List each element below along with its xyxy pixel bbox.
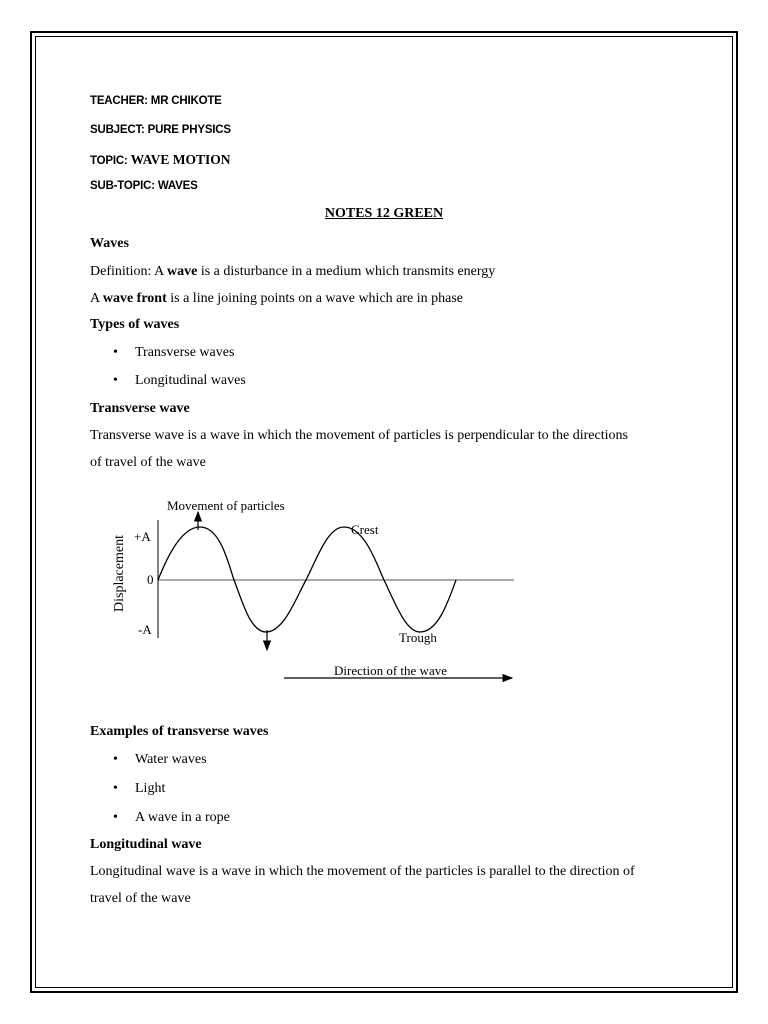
wave-front-term: wave front — [102, 291, 167, 306]
transverse-heading: Transverse wave — [90, 401, 190, 416]
types-heading: Types of waves — [90, 317, 180, 332]
wave-definition-prefix: Definition: A — [90, 264, 167, 279]
list-item: • Longitudinal waves — [113, 373, 246, 388]
list-item: • A wave in a rope — [113, 810, 230, 825]
wave-definition-rest: is a disturbance in a medium which transmits energy — [197, 264, 496, 279]
page-title-text: NOTES 12 GREEN — [324, 206, 444, 221]
y-axis-label: Displacement — [112, 535, 127, 612]
transverse-text-line2: of travel of the wave — [90, 455, 206, 470]
topic-value: WAVE MOTION — [130, 152, 231, 167]
movement-label: Movement of particles — [167, 498, 285, 513]
trough-label: Trough — [399, 630, 437, 645]
minus-a-label: -A — [138, 622, 152, 637]
plus-a-label: +A — [134, 529, 151, 544]
longitudinal-heading: Longitudinal wave — [90, 837, 202, 852]
crest-label: Crest — [351, 522, 379, 537]
list-item: • Water waves — [113, 752, 207, 767]
transverse-text-line1: Transverse wave is a wave in which the movement of particles is perpendicular to the directions — [90, 428, 628, 443]
examples-heading: Examples of transverse waves — [90, 724, 269, 739]
list-item-text: Transverse waves — [135, 345, 235, 360]
list-item-text: A wave in a rope — [135, 810, 230, 825]
list-item: • Light — [113, 781, 166, 796]
zero-label: 0 — [147, 572, 154, 587]
teacher-line: TEACHER: MR CHIKOTE — [90, 95, 222, 107]
topic-label: TOPIC: — [90, 155, 131, 167]
list-item-text: Water waves — [135, 752, 207, 767]
wave-front-prefix: A — [90, 291, 103, 306]
subject-line: SUBJECT: PURE PHYSICS — [90, 124, 231, 136]
list-item: • Transverse waves — [113, 345, 235, 360]
waves-heading: Waves — [90, 236, 129, 251]
subtopic-line: SUB-TOPIC: WAVES — [90, 180, 198, 192]
longitudinal-text-line1: Longitudinal wave is a wave in which the movement of the particles is parallel to the direction of — [90, 864, 635, 879]
wave-front-rest: is a line joining points on a wave which are in phase — [166, 291, 464, 306]
list-item-text: Light — [135, 781, 166, 796]
direction-label: Direction of the wave — [334, 663, 447, 678]
list-item-text: Longitudinal waves — [135, 373, 246, 388]
longitudinal-text-line2: travel of the wave — [90, 891, 191, 906]
wave-term: wave — [167, 264, 198, 279]
